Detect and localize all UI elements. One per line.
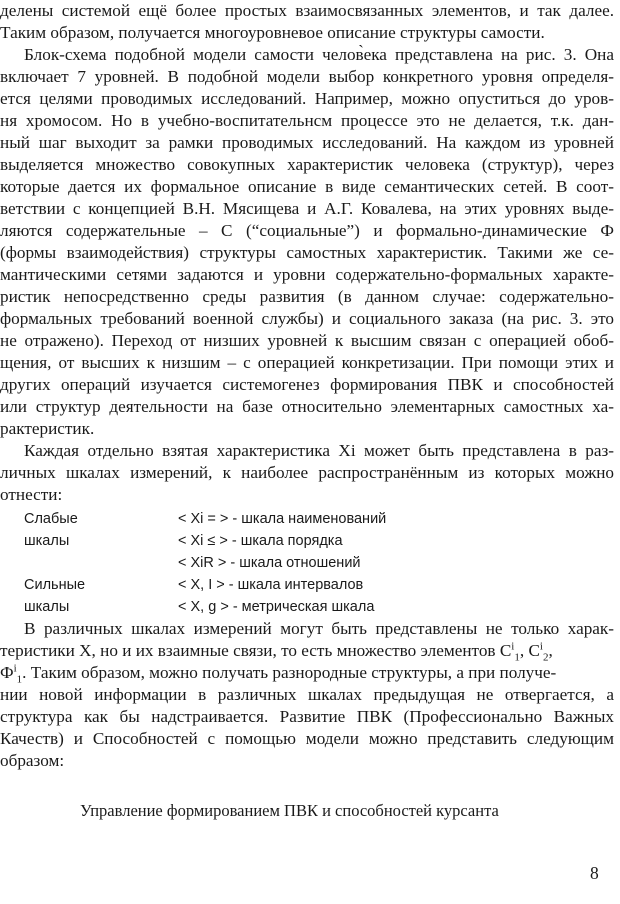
scale-definition: < X, g > - метрическая шкала <box>178 599 375 615</box>
subscript: 1 <box>514 651 520 664</box>
text-span: . Таким образом, можно получать разнородные структуры, а при получе- <box>22 663 557 682</box>
text-line: нии новой информации в различных шкалах предыдущая не отвергается, а <box>0 685 614 704</box>
scale-definition: < XiR > - шкала отношений <box>178 555 361 571</box>
text-line: не отражено). Переход от низших уровней к высшим связан с операцией обоб- <box>0 331 614 350</box>
text-line-with-formula <box>0 662 614 684</box>
superscript: i <box>511 640 515 653</box>
text-line: формальных требований военной службы) и социального заказа (на рис. 3. это <box>0 309 614 328</box>
subscript: 1 <box>16 673 23 686</box>
text-span: теристики X, но и их взаимные связи, то есть множество элементов C <box>0 641 512 660</box>
text-line: делены системой ещё более простых взаимосвязанных элементов, и так далее. <box>0 1 614 20</box>
text-line: которые дается их формальное описание в виде семантических сетей. В соот- <box>0 177 614 196</box>
text-line: мантическими сетями задаются и уровни содержательно-формальных характе- <box>0 265 614 284</box>
superscript: i <box>539 640 543 653</box>
text-line: ный шаг выходит за рамки проводимых исследований. На каждом из уровней <box>0 133 614 152</box>
text-line: В различных шкалах измерений могут быть представлены не только харак- <box>24 619 614 638</box>
text-line: (формы взаимодействия) структуры самостных характеристик. Такими же се- <box>0 243 614 262</box>
text-line: ристик непосредственно среды развития (в данном случае: содержательно- <box>0 287 614 306</box>
text-line: ветствии с концепцией В.Н. Мясищева и А.Г. Ковалева, на этих уровнях выде- <box>0 199 614 218</box>
scale-definition: < Xi ≤ > - шкала порядка <box>178 533 343 549</box>
text-line: щения, от высших к низшим – с операцией конкретизации. При помощи этих и <box>0 353 614 372</box>
text-line: выделяется множество совокупных характеристик человека (структур), через <box>0 155 614 174</box>
text-line: образом: <box>0 751 65 770</box>
text-line: Таким образом, получается многоуровневое описание структуры самости. <box>0 23 545 42</box>
figure-caption: Управление формированием ПВК и способностей курсанта <box>80 801 499 820</box>
scale-group-label: шкалы <box>24 533 70 549</box>
text-line-with-formula: теристики X, но и их взаимные связи, то есть множество элементов $C^i_1$, $C^i_2$, <box>0 640 553 664</box>
scale-group-label: Слабые <box>24 511 78 527</box>
text-line: включает 7 уровней. В подобной модели выбор конкретного уровня определя- <box>0 67 614 86</box>
text-line: Каждая отдельно взятая характеристика Xi может быть представлена в раз- <box>24 441 614 460</box>
text-line: Блок-схема подобной модели самости челов̀ека представлена на рис. 3. Она <box>24 45 614 64</box>
text-line: отнести: <box>0 485 63 504</box>
text-line: личных шкалах измерений, к наиболее распространённым из которых можно <box>0 463 614 482</box>
text-line: рактеристик. <box>0 419 95 438</box>
text-span: , <box>519 641 525 660</box>
scale-definition: < X, I > - шкала интервалов <box>178 577 364 593</box>
superscript: i <box>13 662 17 675</box>
text-line: Качеств) и Способностей с помощью модели можно представить следующим <box>0 729 614 748</box>
scale-group-label: Сильные <box>24 577 86 593</box>
text-line: или структур деятельности на базе относительно элементарных самостных ха- <box>0 397 614 416</box>
text-line: других операций изучается системогенез формирования ПВК и способностей <box>0 375 614 394</box>
subscript: 2 <box>542 651 549 664</box>
text-span: Ф <box>0 663 14 682</box>
scale-definition: < Xi = > - шкала наименований <box>178 511 387 527</box>
text-line: структура как бы надстраивается. Развитие ПВК (Профессионально Важных <box>0 707 614 726</box>
text-line: ня хромосом. Но в учебно-воспитательнсм процессе это не делается, т.к. дан- <box>0 111 614 130</box>
text-line: ется целями проводимых исследований. Например, можно опуститься до уров- <box>0 89 614 108</box>
text-span: , <box>548 641 553 660</box>
text-line: ляются содержательные – С (“социальные”) и формально-динамические Ф <box>0 221 614 240</box>
page-number: 8 <box>590 863 599 883</box>
scale-group-label: шкалы <box>24 599 70 615</box>
